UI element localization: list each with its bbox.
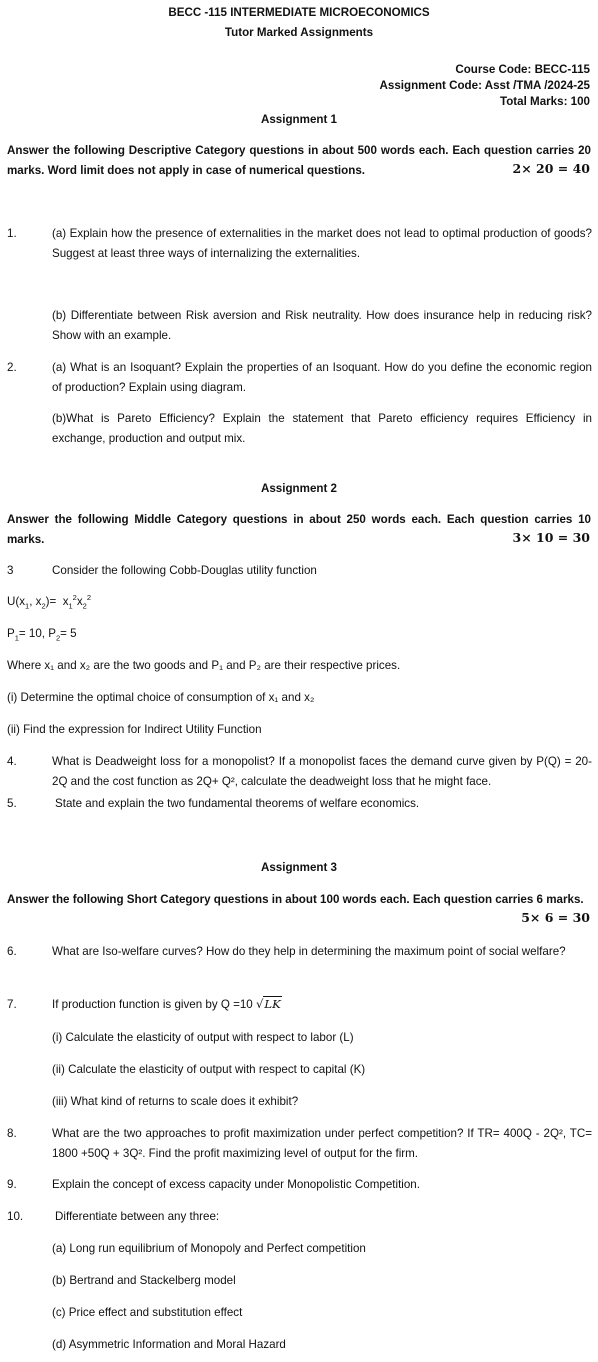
- question-7-ii: (ii) Calculate the elasticity of output with respect to capital (K): [52, 1063, 366, 1076]
- assignment-3-instruction: Answer the following Short Category questions in about 100 words each. Each question carries 6 marks.: [7, 893, 584, 906]
- question-2a: (a) What is an Isoquant? Explain the properties of an Isoquant. How do you define the economic region of production? Explain using diagram.: [52, 361, 592, 394]
- question-7-text: If production function is given by Q =10: [52, 998, 253, 1011]
- prices: $P_1= 10$, $P_2= 5$: [7, 627, 77, 643]
- document-subtitle: Tutor Marked Assignments: [224, 26, 374, 39]
- question-7-i: (i) Calculate the elasticity of output with respect to labor (L): [52, 1031, 354, 1044]
- question-10: Differentiate between any three:: [55, 1210, 220, 1223]
- question-7: [52, 996, 282, 1013]
- question-9: Explain the concept of excess capacity under Monopolistic Competition.: [52, 1178, 420, 1191]
- question-10-c: (c) Price effect and substitution effect: [52, 1306, 243, 1319]
- assignment-code: Assignment Code: Asst /TMA /2024-25: [379, 79, 590, 92]
- assignment-2-marks: 3× 10 = 30: [512, 530, 590, 545]
- question-10-number: 10.: [7, 1210, 24, 1223]
- question-6-number: 6.: [7, 945, 17, 958]
- assignment-3-marks: 5× 6 = 30: [521, 910, 590, 925]
- question-8: What are the two approaches to profit maximization under perfect competition? If TR= 400Q - 2Q², TC= 1800 +50Q + 3Q². Find the profit maximizing level of output for the firm.: [52, 1127, 592, 1160]
- total-marks: Total Marks: 100: [500, 95, 590, 108]
- question-3: Consider the following Cobb-Douglas utility function: [52, 564, 317, 577]
- assignment-1-heading: Assignment 1: [260, 113, 338, 126]
- document-title: BECC -115 INTERMEDIATE MICROECONOMICS: [168, 6, 430, 19]
- assignment-2-instruction: Answer the following Middle Category questions in about 250 words each. Each question carries 10 marks.: [7, 513, 591, 546]
- question-5: State and explain the two fundamental theorems of welfare economics.: [55, 797, 420, 810]
- utility-function: $U(x_1$, $x_2)= x_1^2x_2^2$: [7, 593, 91, 611]
- assignment-1-instruction: Answer the following Descriptive Category questions in about 500 words each. Each question carries 20 marks. Word limit does not apply in case of numerical questions.: [7, 144, 591, 177]
- course-code: Course Code: BECC-115: [455, 63, 590, 76]
- question-1a: (a) Explain how the presence of externalities in the market does not lead to optimal production of goods? Suggest at least three ways of internalizing the externalities.: [52, 227, 592, 260]
- question-10-a: (a) Long run equilibrium of Monopoly and Perfect competition: [52, 1242, 366, 1255]
- square-root: √LK: [256, 997, 281, 1011]
- question-2-number: 2.: [7, 361, 17, 374]
- question-4-number: 4.: [7, 755, 17, 768]
- question-3-ii: (ii) Find the expression for Indirect Utility Function: [7, 723, 262, 736]
- question-3-where: Where x₁ and x₂ are the two goods and P₁ and P₂ are their respective prices.: [7, 659, 401, 672]
- question-6: What are Iso-welfare curves? How do they help in determining the maximum point of social welfare?: [52, 945, 566, 958]
- question-5-number: 5.: [7, 797, 17, 810]
- assignment-3-heading: Assignment 3: [260, 861, 338, 874]
- question-10-d: (d) Asymmetric Information and Moral Hazard: [52, 1338, 286, 1351]
- question-1-number: 1.: [7, 227, 17, 240]
- question-9-number: 9.: [7, 1178, 17, 1191]
- question-3-number: 3: [7, 564, 14, 577]
- question-8-number: 8.: [7, 1127, 17, 1140]
- square-root-radicand: LK: [264, 997, 281, 1011]
- assignment-1-marks: 2× 20 = 40: [512, 161, 590, 176]
- assignment-2-heading: Assignment 2: [260, 482, 338, 495]
- question-10-b: (b) Bertrand and Stackelberg model: [52, 1274, 236, 1287]
- question-7-iii: (iii) What kind of returns to scale does it exhibit?: [52, 1095, 299, 1108]
- question-2b: (b)What is Pareto Efficiency? Explain the statement that Pareto efficiency requires Efficiency in exchange, production and output mix.: [52, 412, 592, 445]
- question-7-number: 7.: [7, 998, 17, 1011]
- question-3-i: (i) Determine the optimal choice of consumption of x₁ and x₂: [7, 691, 315, 704]
- question-1b: (b) Differentiate between Risk aversion and Risk neutrality. How does insurance help in reducing risk? Show with an example.: [52, 309, 592, 342]
- question-4: What is Deadweight loss for a monopolist? If a monopolist faces the demand curve given by P(Q) = 20-2Q and the cost function as 2Q+ Q², calculate the deadweight loss that he might face.: [52, 755, 592, 788]
